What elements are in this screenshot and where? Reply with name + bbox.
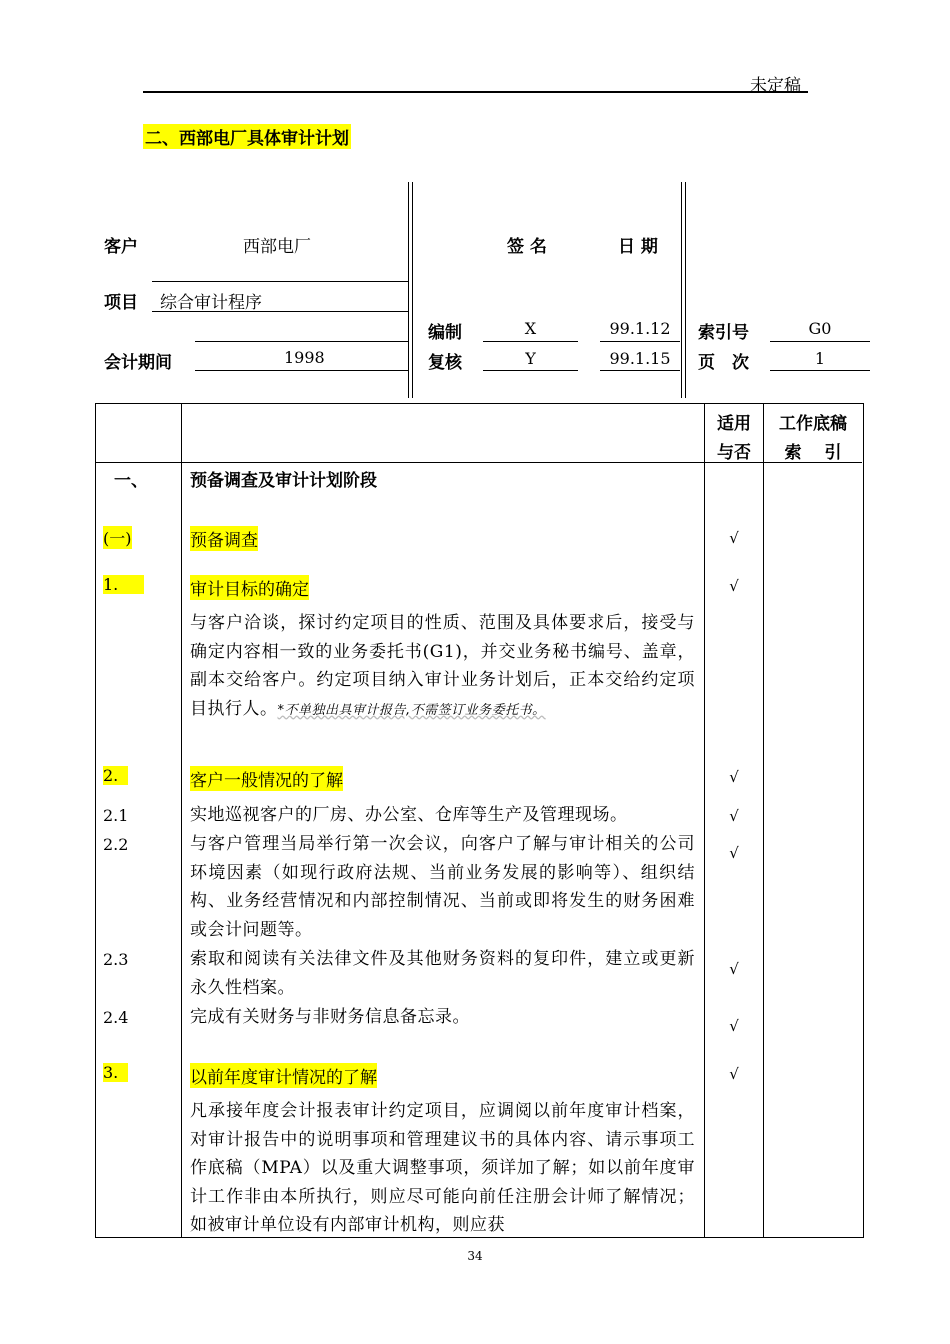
client-value: 西部电厂 (243, 237, 311, 257)
stage-title: 预备调查及审计计划阶段 (190, 471, 377, 491)
prepared-label: 编制 (428, 323, 462, 343)
client-label: 客户 (104, 237, 138, 257)
check-mark: √ (729, 807, 739, 825)
page-label: 页 次 (698, 353, 749, 373)
sign-label: 签 名 (507, 237, 547, 257)
reviewed-label: 复核 (428, 353, 462, 373)
check-mark: √ (729, 844, 739, 862)
page-number: 34 (467, 1249, 483, 1263)
item-number: 3. (103, 1063, 128, 1082)
period-label: 会计期间 (104, 353, 172, 373)
item-note: *不单独出具审计报告,不需签订业务委托书。 (277, 702, 546, 718)
subitem-text: 索取和阅读有关法律文件及其他财务资料的复印件，建立或更新永久性档案。 (190, 949, 695, 998)
check-mark: √ (729, 1065, 739, 1083)
subitem-number: 2.3 (103, 950, 129, 969)
check-mark: √ (729, 960, 739, 978)
subitem-text: 实地巡视客户的厂房、办公室、仓库等生产及管理现场。 (190, 805, 628, 825)
stage-number: 一、 (114, 471, 148, 491)
header-rule (143, 91, 808, 93)
project-label: 项目 (104, 293, 138, 313)
check-mark: √ (729, 768, 739, 786)
item-title: 以前年度审计情况的了解 (190, 1063, 377, 1088)
item-title: 客户一般情况的了解 (190, 766, 343, 791)
reviewed-date: 99.1.15 (609, 349, 671, 368)
check-mark: √ (729, 529, 739, 547)
item-description: 与客户洽谈，探讨约定项目的性质、范围及具体要求后，接受与确定内容相一致的业务委托书(G1)，并交业务秘书编号、盖章，副本交给客户。约定项目纳入审计业务计划后，正本交给约定项目执行人。*不单独出具审计报告,不需签订业务委托书。 (190, 613, 695, 719)
date-label: 日 期 (618, 237, 658, 257)
subitem-number: 2.2 (103, 835, 129, 854)
sub-number: (一) (103, 526, 132, 549)
prepared-date: 99.1.12 (609, 319, 671, 338)
page-value: 1 (814, 349, 826, 368)
subitem-text: 与客户管理当局举行第一次会议，向客户了解与审计相关的公司环境因素（如现行政府法规、当前业务发展的影响等）、组织结构、业务经营情况和内部控制情况、当前或即将发生的财务困难或会计问题等。 (190, 834, 695, 940)
period-value: 1998 (284, 348, 325, 367)
prepared-sign: X (524, 319, 537, 338)
column-header-workpaper-index: 工作底稿 索 引 (779, 414, 847, 463)
sub-title: 预备调查 (190, 526, 258, 551)
section-title: 二、西部电厂具体审计计划 (143, 124, 351, 149)
item-number: 1. (103, 575, 144, 594)
column-header-applicable: 适用 与否 (717, 414, 751, 463)
subitem-number: 2.4 (103, 1008, 129, 1027)
draft-label: 未定稿 (750, 76, 801, 96)
reviewed-sign: Y (525, 349, 536, 368)
index-label: 索引号 (698, 323, 749, 343)
project-value: 综合审计程序 (160, 293, 262, 313)
subitem-text: 完成有关财务与非财务信息备忘录。 (190, 1007, 470, 1027)
item-description: 凡承接年度会计报表审计约定项目，应调阅以前年度审计档案，对审计报告中的说明事项和管理建议书的具体内容、请示事项工作底稿（MPA）以及重大调整事项，须详加了解；如以前年度审计工作非由本所执行，则应尽可能向前任注册会计师了解情况；如被审计单位设有内部审计机构，则应获 (190, 1101, 695, 1235)
index-value: G0 (808, 319, 832, 338)
item-number: 2. (103, 766, 128, 785)
subitem-number: 2.1 (103, 806, 129, 825)
check-mark: √ (729, 1017, 739, 1035)
check-mark: √ (729, 577, 739, 595)
item-title: 审计目标的确定 (190, 575, 309, 600)
